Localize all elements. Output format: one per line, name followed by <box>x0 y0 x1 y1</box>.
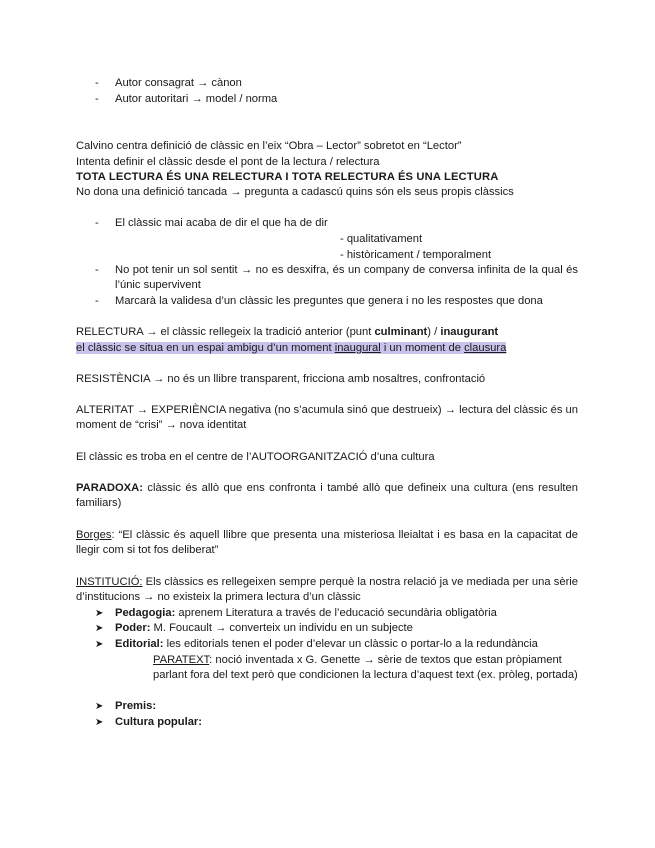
institucio-label: INSTITUCIÓ: <box>76 576 143 588</box>
item-label: Editorial: <box>115 638 164 650</box>
arrow-bullet-icon: ➤ <box>95 717 104 728</box>
calvino-line-1: Calvino centra definició de clàssic en l’eix “Obra – Lector” sobretot en “Lector” <box>76 140 462 152</box>
relectura-highlight-line <box>76 341 506 356</box>
item-text: aprenem Literatura a través de l’educació secundària obligatòria <box>175 607 497 619</box>
calvino-line-3: No dona una definició tancada → pregunta a cadascú quins són els seus propis clàssics <box>76 186 514 198</box>
arrow-bullet-icon: ➤ <box>95 639 104 650</box>
item-label: Poder: <box>115 622 151 634</box>
borges-paragraph <box>76 528 578 558</box>
list-dash: - <box>95 217 99 229</box>
item-cultura-popular <box>115 715 202 730</box>
list-item-canon: Autor consagrat → cànon <box>115 77 242 89</box>
sub-qualitativament: - qualitativament <box>340 233 423 245</box>
relectura-sep: ) / <box>427 326 441 338</box>
item-poder <box>115 621 413 636</box>
arrow-bullet-icon: ➤ <box>95 701 104 712</box>
borges-text: : “El clàssic és aquell llibre que presenta una misteriosa lleialtat i es basa en la capacitat de llegir com si tot fos deliberat” <box>76 529 578 556</box>
highlight-text: i un moment de <box>380 342 465 354</box>
list-item-model: Autor autoritari → model / norma <box>115 93 278 105</box>
paratext-paragraph <box>153 653 578 683</box>
arrow-bullet-icon: ➤ <box>95 623 104 634</box>
arrow-bullet-icon: ➤ <box>95 608 104 619</box>
paradoxa-text: clàssic és allò que ens confronta i també allò que defineix una cultura (ens resulten familiars) <box>76 482 578 509</box>
item-premis <box>115 699 156 714</box>
item-label: Premis: <box>115 700 157 712</box>
calvino-line-2: Intenta definir el clàssic desde el pont de la lectura / relectura <box>76 156 380 168</box>
highlight-clausura: clausura <box>464 342 507 354</box>
relectura-inaugurant: inaugurant <box>440 326 499 338</box>
item-pedagogia <box>115 606 497 621</box>
borges-label: Borges <box>76 529 112 541</box>
list-dash: - <box>95 93 99 105</box>
relectura-culminant: culminant <box>374 326 428 338</box>
list-dash: - <box>95 295 99 307</box>
bullet-sol-sentit: No pot tenir un sol sentit → no es desxifra, és un company de conversa infinita de la qual és l’únic supervivent <box>115 264 578 291</box>
paratext-label: PARATEXT <box>153 654 210 666</box>
item-editorial <box>115 637 538 652</box>
paratext-text: : noció inventada x G. Genette → sèrie de textos que estan pròpiament parlant fora del text però que condicionen la lectura d’aquest text (ex. pròleg, portada) <box>153 654 578 681</box>
item-label: Cultura popular: <box>115 716 203 728</box>
calvino-heading: TOTA LECTURA ÉS UNA RELECTURA I TOTA RELECTURA ÉS UNA LECTURA <box>76 171 499 183</box>
highlight-inaugural: inaugural <box>334 342 381 354</box>
item-text: les editorials tenen el poder d’elevar un clàssic o portar-lo a la redundància <box>163 638 538 650</box>
paradoxa-paragraph <box>76 481 578 511</box>
item-label: Pedagogia: <box>115 607 176 619</box>
bullet-mai-acaba: El clàssic mai acaba de dir el que ha de dir <box>115 217 328 229</box>
sub-historicament: - històricament / temporalment <box>340 249 492 261</box>
paradoxa-label: PARADOXA: <box>76 482 143 494</box>
institucio-paragraph <box>76 575 578 605</box>
list-dash: - <box>95 264 99 276</box>
relectura-line <box>76 325 498 340</box>
institucio-text: Els clàssics es rellegeixen sempre perquè la nostra relació ja ve mediada per una sèrie d’institucions → no existeix la primera lectura d’un clàssic <box>76 576 578 603</box>
list-dash: - <box>95 77 99 89</box>
highlight-text: el clàssic se situa en un espai ambigu d’un moment <box>76 342 335 354</box>
resistencia-line: RESISTÈNCIA → no és un llibre transparent, fricciona amb nosaltres, confrontació <box>76 373 486 385</box>
alteritat-paragraph: ALTERITAT → EXPERIÈNCIA negativa (no s’acumula sinó que destrueix) → lectura del clàssic és un moment de “crisi” → nova identitat <box>76 404 578 431</box>
item-text: M. Foucault → converteix un individu en un subjecte <box>150 622 413 634</box>
bullet-validesa: Marcarà la validesa d’un clàssic les preguntes que genera i no les respostes que dona <box>115 295 543 307</box>
autoorganitzacio-line: El clàssic es troba en el centre de l’AUTOORGANITZACIÓ d’una cultura <box>76 451 435 463</box>
relectura-text: RELECTURA → el clàssic rellegeix la tradició anterior (punt <box>76 326 375 338</box>
